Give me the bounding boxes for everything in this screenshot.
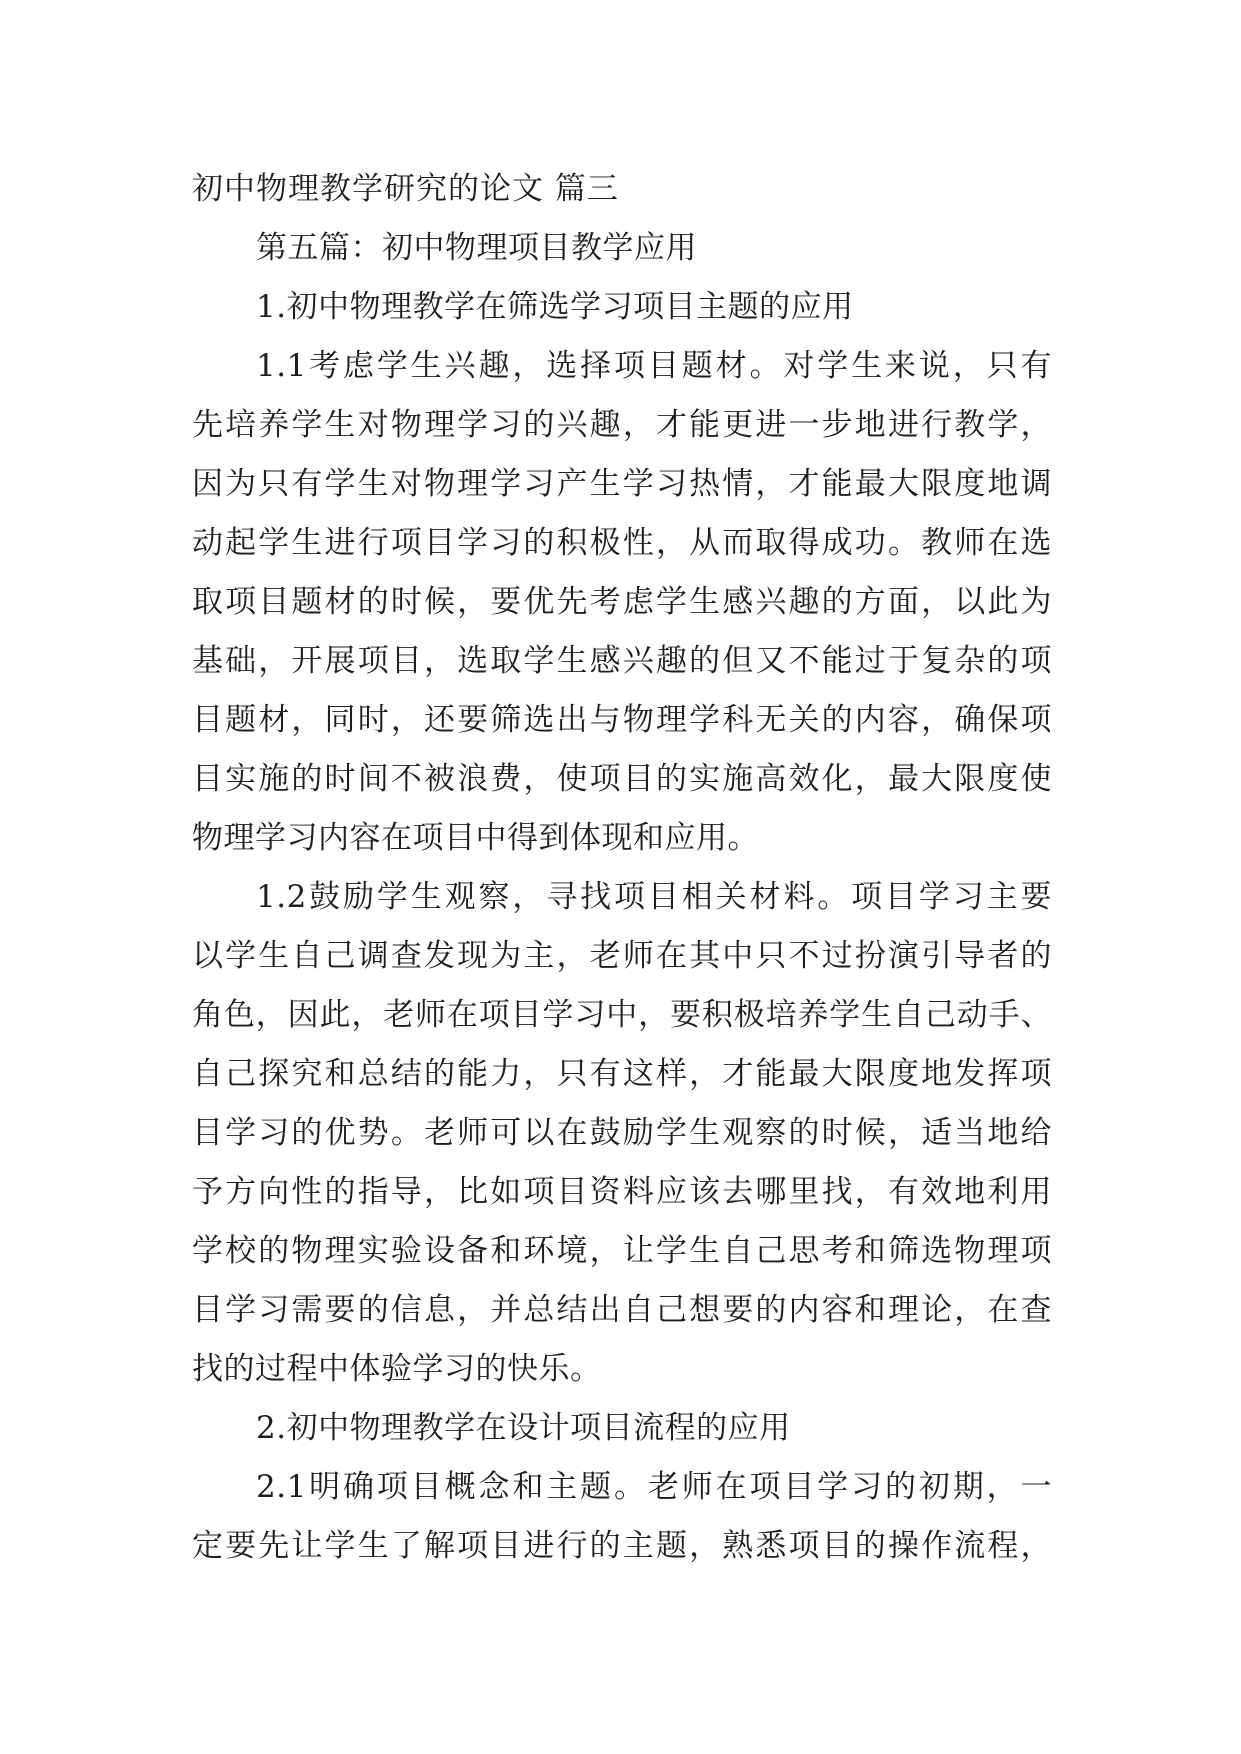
paragraph-line: 2.1明确项目概念和主题。老师在项目学习的初期，一	[256, 1469, 1052, 1505]
paragraph-line: 予方向性的指导，比如项目资料应该去哪里找，有效地利用	[192, 1174, 1052, 1210]
paragraph-line: 目题材，同时，还要筛选出与物理学科无关的内容，确保项	[192, 702, 1052, 738]
paragraph-line: 先培养学生对物理学习的兴趣，才能更进一步地进行教学，	[192, 407, 1052, 443]
paragraph-line: 1.2鼓励学生观察，寻找项目相关材料。项目学习主要	[256, 879, 1052, 915]
paragraph-line: 目实施的时间不被浪费，使项目的实施高效化，最大限度使	[192, 761, 1052, 797]
paragraph-line: 自己探究和总结的能力，只有这样，才能最大限度地发挥项	[192, 1056, 1052, 1092]
paragraph-line: 找的过程中体验学习的快乐。	[192, 1351, 602, 1387]
paragraph-line: 目学习需要的信息，并总结出自己想要的内容和理论，在查	[192, 1292, 1052, 1328]
paragraph-line: 取项目题材的时候，要优先考虑学生感兴趣的方面，以此为	[192, 584, 1052, 620]
paragraph-1-2	[192, 868, 1052, 1399]
paragraph-line: 1.1考虑学生兴趣，选择项目题材。对学生来说，只有	[256, 348, 1052, 384]
paragraph-line: 目学习的优势。老师可以在鼓励学生观察的时候，适当地给	[192, 1115, 1052, 1151]
paragraph-line: 物理学习内容在项目中得到体现和应用。	[192, 820, 759, 856]
document-title: 初中物理教学研究的论文 篇三	[192, 171, 619, 207]
paragraph-line: 基础，开展项目，选取学生感兴趣的但又不能过于复杂的项	[192, 643, 1052, 679]
paragraph-line: 定要先让学生了解项目进行的主题，熟悉项目的操作流程，	[192, 1528, 1052, 1564]
document-page	[192, 160, 1052, 1576]
section-1-heading: 1.初中物理教学在筛选学习项目主题的应用	[256, 289, 854, 325]
paragraph-1-1	[192, 337, 1052, 868]
section-2-heading: 2.初中物理教学在设计项目流程的应用	[256, 1410, 791, 1446]
paragraph-line: 以学生自己调查发现为主，老师在其中只不过扮演引导者的	[192, 938, 1052, 974]
paragraph-line: 因为只有学生对物理学习产生学习热情，才能最大限度地调	[192, 466, 1052, 502]
paragraph-2-1	[192, 1458, 1052, 1576]
paragraph-line: 学校的物理实验设备和环境，让学生自己思考和筛选物理项	[192, 1233, 1052, 1269]
document-subtitle: 第五篇：初中物理项目教学应用	[256, 230, 697, 266]
paragraph-line: 角色，因此，老师在项目学习中，要积极培养学生自己动手、	[192, 997, 1052, 1033]
paragraph-line: 动起学生进行项目学习的积极性，从而取得成功。教师在选	[192, 525, 1052, 561]
